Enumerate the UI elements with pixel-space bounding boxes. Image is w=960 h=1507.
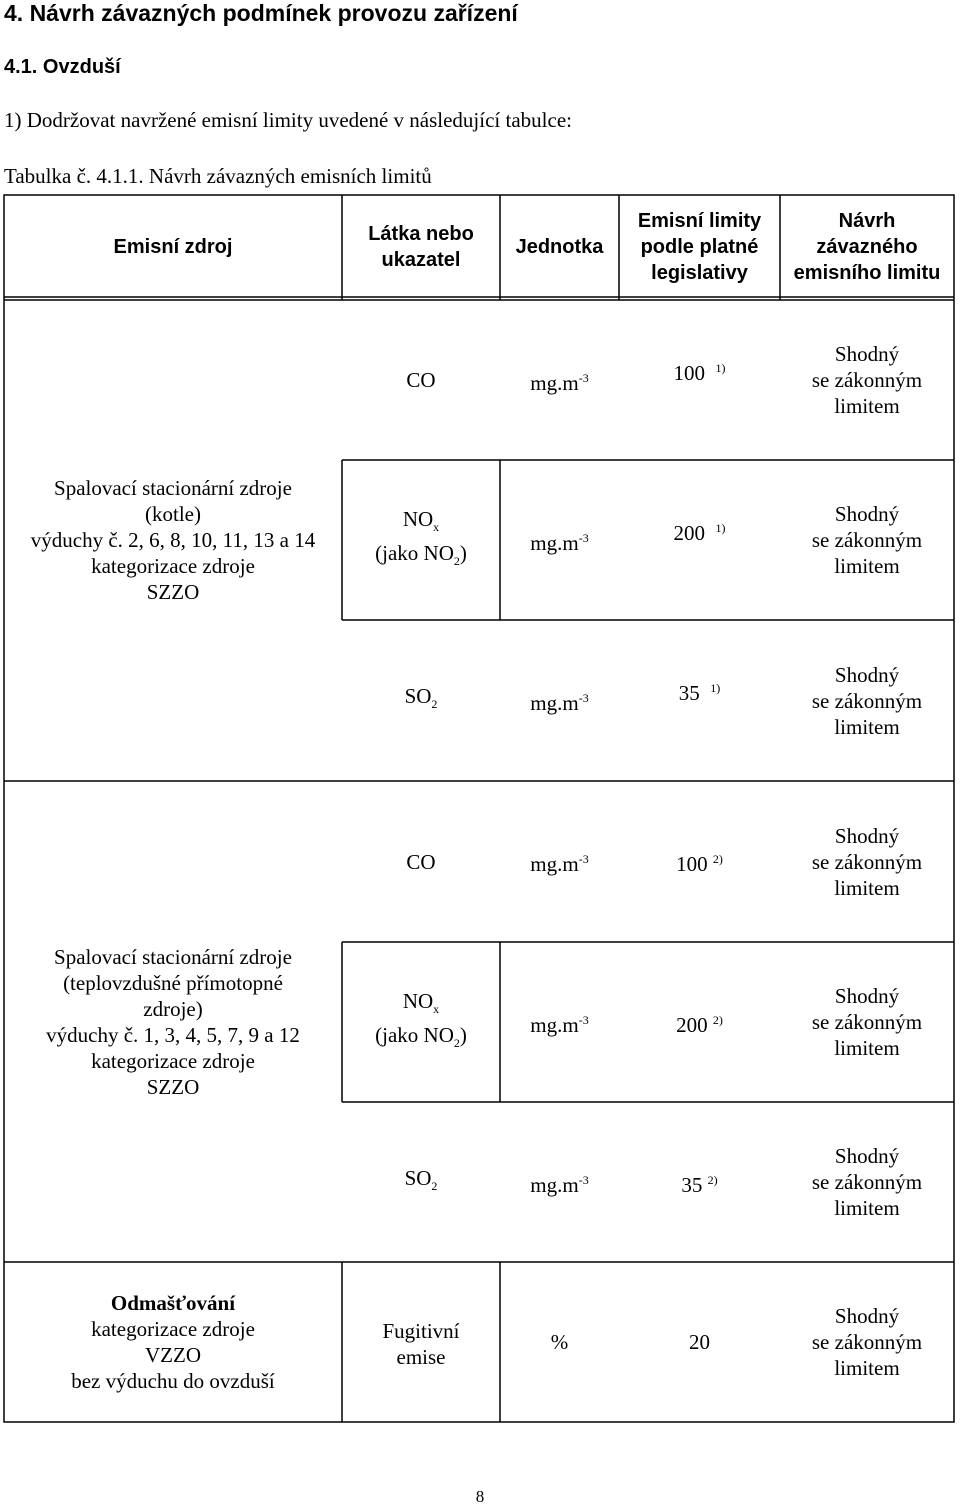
- g1-row2-unit: $mg.m^{-3}$: [530, 530, 589, 555]
- g3-proposed: Shodný se zákonným limitem: [811, 1304, 923, 1380]
- section-heading: 4. Návrh závazných podmínek provozu zařízení: [4, 0, 518, 26]
- group2-source: Spalovací stacionární zdroje (teplovzdušné přímotopné zdroje) výduchy č. 1, 3, 4, 5, 7, 9 a 12 kategorizace zdroje SZZO: [46, 945, 300, 1099]
- g1-row3-substance: $SO_2$: [404, 684, 438, 712]
- g1-row1-legal-value: 100 $^{1)}$: [673, 360, 726, 385]
- page-number: 8: [475, 1487, 485, 1506]
- g2-row2-proposed: Shodný se zákonným limitem: [811, 984, 923, 1060]
- g2-row3-proposed: Shodný se zákonným limitem: [811, 1144, 923, 1220]
- g1-row3-legal-value: 35 $^{1)}$: [678, 681, 721, 705]
- g2-row2-legal-value: 200 $^{2)}$: [676, 1012, 723, 1037]
- g1-row2-substance: $NO_x$ (jako $NO_2$): [375, 506, 467, 569]
- g2-row3-substance: $SO_2$: [404, 1165, 438, 1194]
- g1-row1-proposed: Shodný se zákonným limitem: [811, 342, 923, 418]
- g1-row2-legal-value: 200 $^{1)}$: [673, 520, 726, 545]
- g2-row1-legal-value: 100 $^{2)}$: [676, 852, 723, 876]
- group3-source: Odmašťování kategorizace zdroje VZZO bez výduchu do ovzduší: [71, 1291, 275, 1393]
- g1-row3-proposed: Shodný se zákonným limitem: [811, 662, 923, 739]
- g1-row1-unit: $mg.m^{-3}$: [530, 370, 589, 395]
- header-source: Emisní zdroj: [113, 236, 233, 258]
- table-caption: Tabulka č. 4.1.1. Návrh závazných emisních limitů: [4, 164, 432, 188]
- g2-row2-substance: $NO_x$ (jako $NO_2$): [375, 988, 467, 1051]
- g2-row1-substance: CO: [406, 849, 436, 874]
- header-unit: Jednotka: [515, 236, 604, 258]
- g1-row3-unit: $mg.m^{-3}$: [530, 691, 589, 715]
- header-substance: Látka nebo ukazatel: [368, 223, 474, 271]
- g2-row1-proposed: Shodný se zákonným limitem: [811, 823, 923, 900]
- g1-row1-substance: CO: [406, 368, 436, 392]
- g2-row1-unit: $mg.m^{-3}$: [530, 852, 589, 876]
- g1-row2-proposed: Shodný se zákonným limitem: [811, 502, 923, 578]
- g3-substance: Fugitivní emise: [382, 1319, 460, 1369]
- g2-row3-unit: $mg.m^{-3}$: [530, 1172, 589, 1197]
- g3-legal-value: 20: [689, 1330, 710, 1354]
- paragraph-text: 1) Dodržovat navržené emisní limity uvedené v následující tabulce:: [4, 108, 572, 132]
- group1-source: Spalovací stacionární zdroje (kotle) výduchy č. 2, 6, 8, 10, 11, 13 a 14 kategorizace zdroje SZZO: [30, 476, 316, 604]
- g2-row2-unit: $mg.m^{-3}$: [530, 1012, 589, 1037]
- g2-row3-legal-value: 35 $^{2)}$: [681, 1172, 718, 1197]
- subsection-heading: 4.1. Ovzduší: [4, 56, 121, 78]
- header-legal-limits: Emisní limity podle platné legislativy: [637, 210, 762, 284]
- g3-unit: %: [550, 1330, 569, 1354]
- header-proposed-limit: Návrh závazného emisního limitu: [793, 210, 941, 284]
